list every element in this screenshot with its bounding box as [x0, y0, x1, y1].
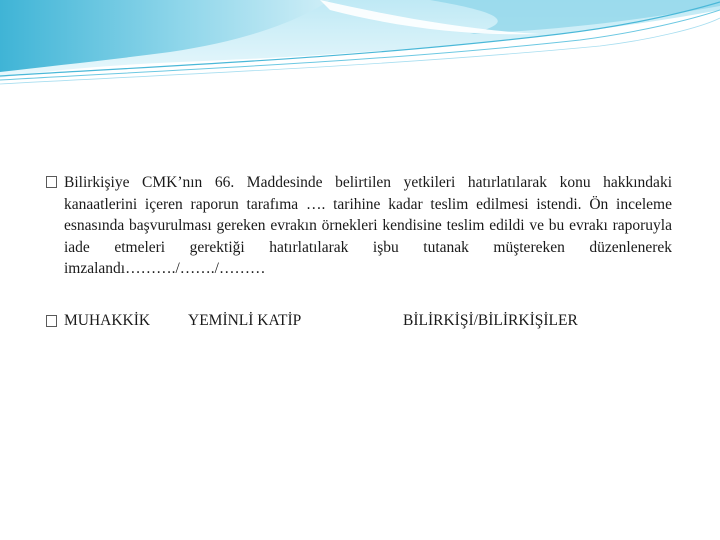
- checkbox-bullet-icon: [46, 315, 57, 327]
- signature-bilirkisi: BİLİRKİŞİ/BİLİRKİŞİLER: [403, 312, 578, 329]
- checkbox-bullet-icon: [46, 176, 57, 188]
- signature-yeminli-katip: YEMİNLİ KATİP: [188, 312, 302, 329]
- signature-row: [46, 310, 672, 334]
- signature-muhakkik: MUHAKKİK: [64, 312, 151, 329]
- header-wave-icon: [0, 0, 720, 90]
- statement-text: Bilirkişiye CMK’nın 66. Maddesinde belirtilen yetkileri hatırlatılarak konu hakkındaki kanaatlerini içeren raporun tarafıma …. tarihine kadar teslim edilmesi istendi. Ön inceleme esnasında başvurulması gereken evrakın örnekleri kendisine teslim edildi ve bu evrakı raporuyla iade etmeleri gerektiği hatırlatılarak işbu tutanak müştereken düzenlenerek imzalandı………./……./………: [64, 174, 672, 277]
- statement-paragraph: [46, 172, 672, 280]
